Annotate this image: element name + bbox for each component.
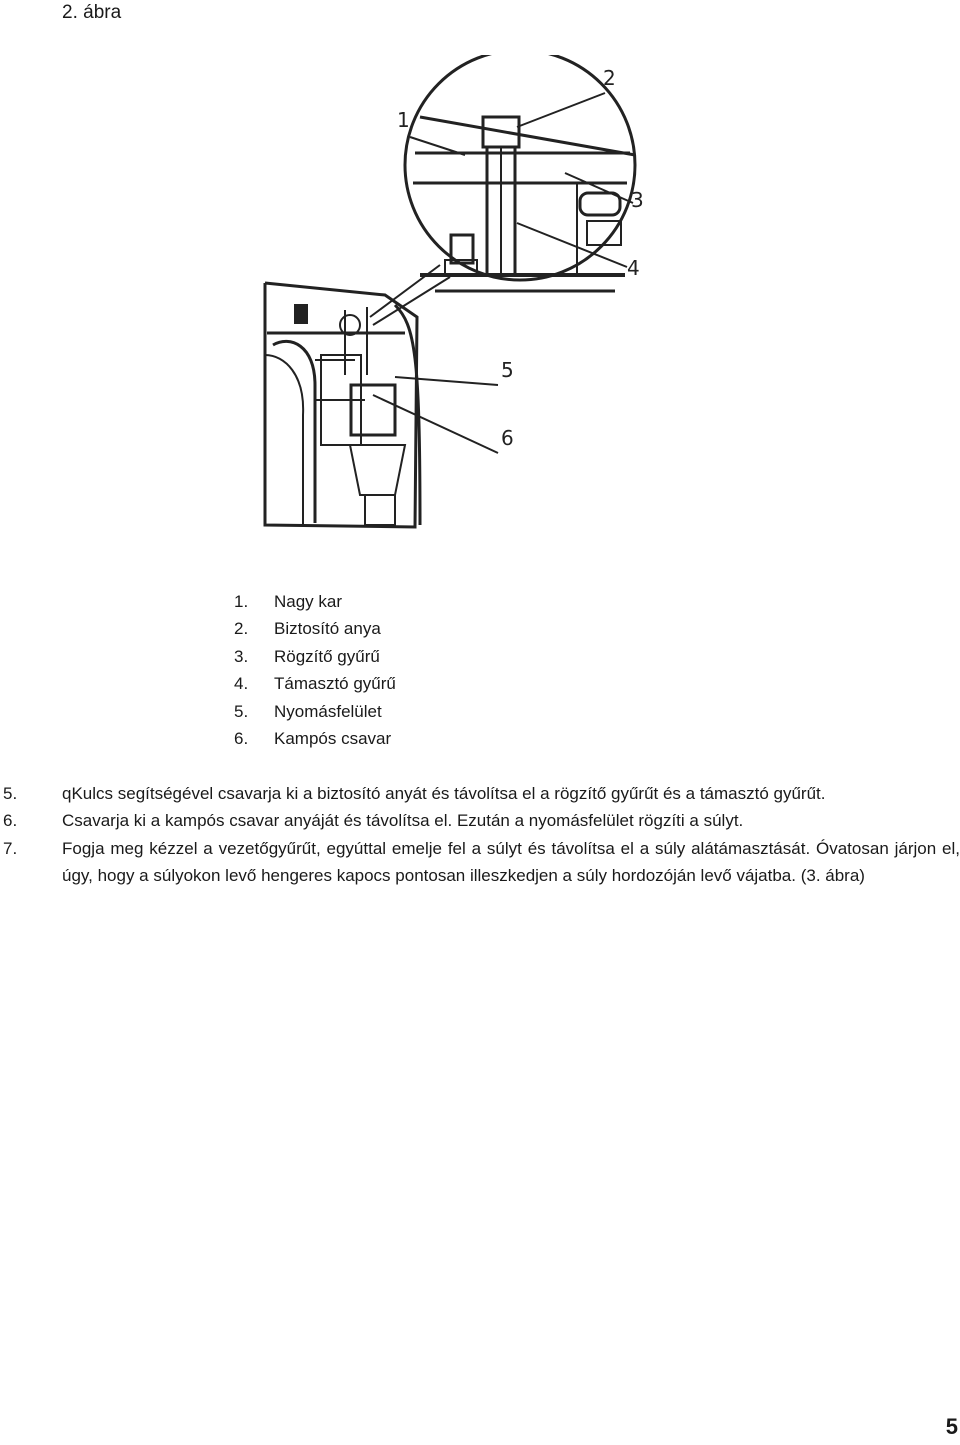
legend-number: 5.: [234, 701, 249, 721]
legend-item: [234, 643, 396, 670]
figure-title: 2. ábra: [62, 2, 122, 23]
legend-text: Nagy kar: [274, 592, 343, 611]
technical-drawing-svg: [255, 55, 675, 535]
legend-item: [234, 698, 396, 725]
legend-text: Biztosító anya: [274, 619, 381, 639]
legend-text: Rögzítő gyűrű: [274, 646, 380, 666]
step-item: [0, 807, 960, 834]
instruction-steps: [0, 780, 960, 889]
legend-number: 3.: [234, 646, 249, 666]
technical-drawing: [255, 55, 675, 535]
step-item: [0, 780, 960, 807]
page-number: 5: [945, 1414, 958, 1439]
legend-number: 2.: [234, 619, 249, 639]
callout-6: 6: [501, 426, 514, 450]
legend-text: Nyomásfelület: [274, 701, 382, 721]
legend-item: [234, 615, 396, 642]
legend-number: 4.: [234, 674, 249, 694]
step-text: Csavarja ki a kampós csavar anyáját és távolítsa el. Ezután a nyomásfelület rögzíti a súlyt.: [62, 811, 744, 831]
step-text: Fogja meg kézzel a vezetőgyűrűt, egyúttal emelje fel a súlyt és távolítsa el a súly alátámasztását. Óvatosan járjon el, úgy, hogy a súlyokon levő hengeres kapocs pontosan illeszkedjen a súly hordozóján levő vájatba. (3. ábra): [62, 838, 960, 885]
legend-item: [234, 588, 396, 615]
legend-item: [234, 725, 396, 752]
callout-2: 2: [603, 66, 616, 90]
legend-text: Kampós csavar: [274, 728, 392, 748]
legend-number: 1.: [234, 592, 249, 611]
callout-3: 3: [631, 188, 644, 212]
callout-4: 4: [627, 256, 640, 280]
step-number: 7.: [3, 838, 18, 858]
detail-circle: [405, 55, 635, 280]
step-text: qKulcs segítségével csavarja ki a biztosító anyát és távolítsa el a rögzítő gyűrűt és a támasztó gyűrűt.: [62, 784, 826, 803]
step-number: 5.: [3, 784, 18, 803]
callout-1: 1: [397, 108, 410, 132]
legend-text: Támasztó gyűrű: [274, 674, 396, 694]
step-number: 6.: [3, 811, 18, 831]
parts-legend: [234, 588, 396, 752]
step-item: [0, 835, 960, 890]
callout-5: 5: [501, 358, 514, 382]
legend-item: [234, 670, 396, 697]
legend-number: 6.: [234, 728, 249, 748]
